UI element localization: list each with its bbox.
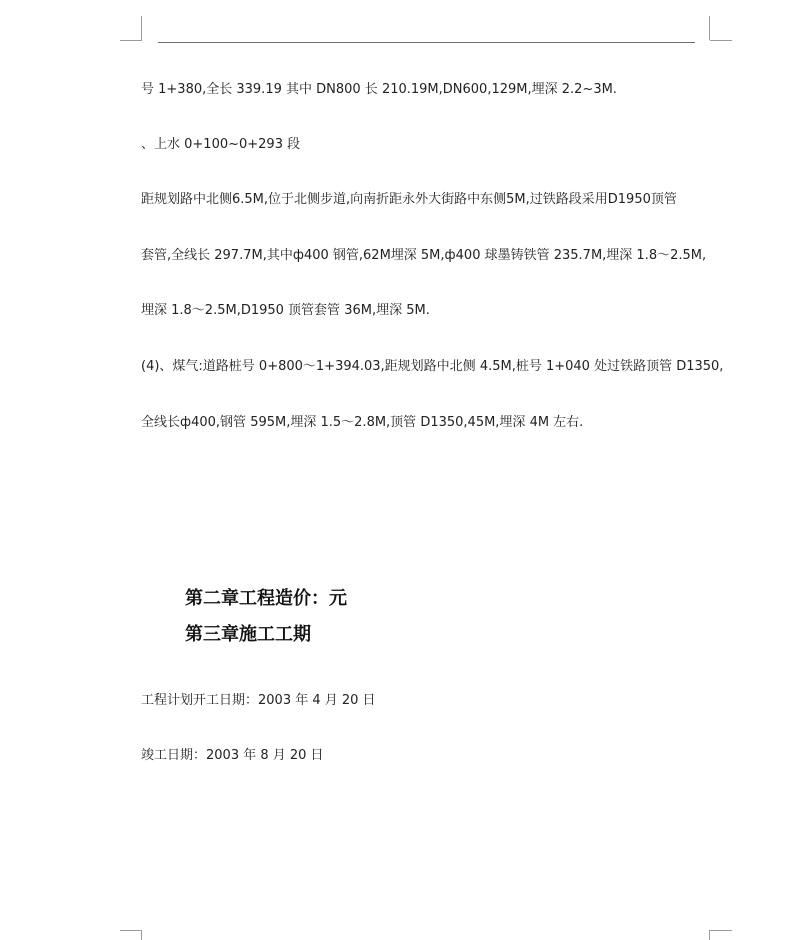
crop-mark-top-left-v [141,16,142,40]
crop-mark-top-right-h [710,40,732,41]
start-date-line: 工程计划开工日期：2003 年 4 月 20 日 [141,693,376,708]
header-rule [158,42,695,43]
crop-mark-top-left-h [120,40,142,41]
completion-date-line: 竣工日期：2003 年 8 月 20 日 [141,748,324,763]
chapter-heading-schedule: 第三章施工工期 [185,624,311,645]
crop-mark-bottom-right-h [710,930,732,931]
crop-mark-bottom-right-v [709,930,710,940]
paragraph-line: 全线长ф400,钢管 595M,埋深 1.5～2.8M,顶管 D1350,45M,埋深 4M 左右. [141,415,584,430]
paragraph-line: 号 1+380,全长 339.19 其中 DN800 长 210.19M,DN600,129M,埋深 2.2~3M. [141,82,617,97]
crop-mark-bottom-left-h [120,930,142,931]
paragraph-line: (4)、煤气:道路桩号 0+800～1+394.03,距规划路中北侧 4.5M,桩号 1+040 处过铁路顶管 D1350, [141,359,724,374]
chapter-heading-cost: 第二章工程造价：元 [185,588,347,609]
paragraph-line: 埋深 1.8～2.5M,D1950 顶管套管 36M,埋深 5M. [141,303,430,318]
paragraph-line: 距规划路中北侧6.5M,位于北侧步道,向南折距永外大街路中东侧5M,过铁路段采用D1950顶管 [141,192,677,207]
paragraph-line: 、上水 0+100~0+293 段 [141,137,301,152]
paragraph-line: 套管,全线长 297.7M,其中ф400 钢管,62M埋深 5M,ф400 球墨铸铁管 235.7M,埋深 1.8～2.5M, [141,248,707,263]
crop-mark-top-right-v [709,16,710,40]
crop-mark-bottom-left-v [141,930,142,940]
